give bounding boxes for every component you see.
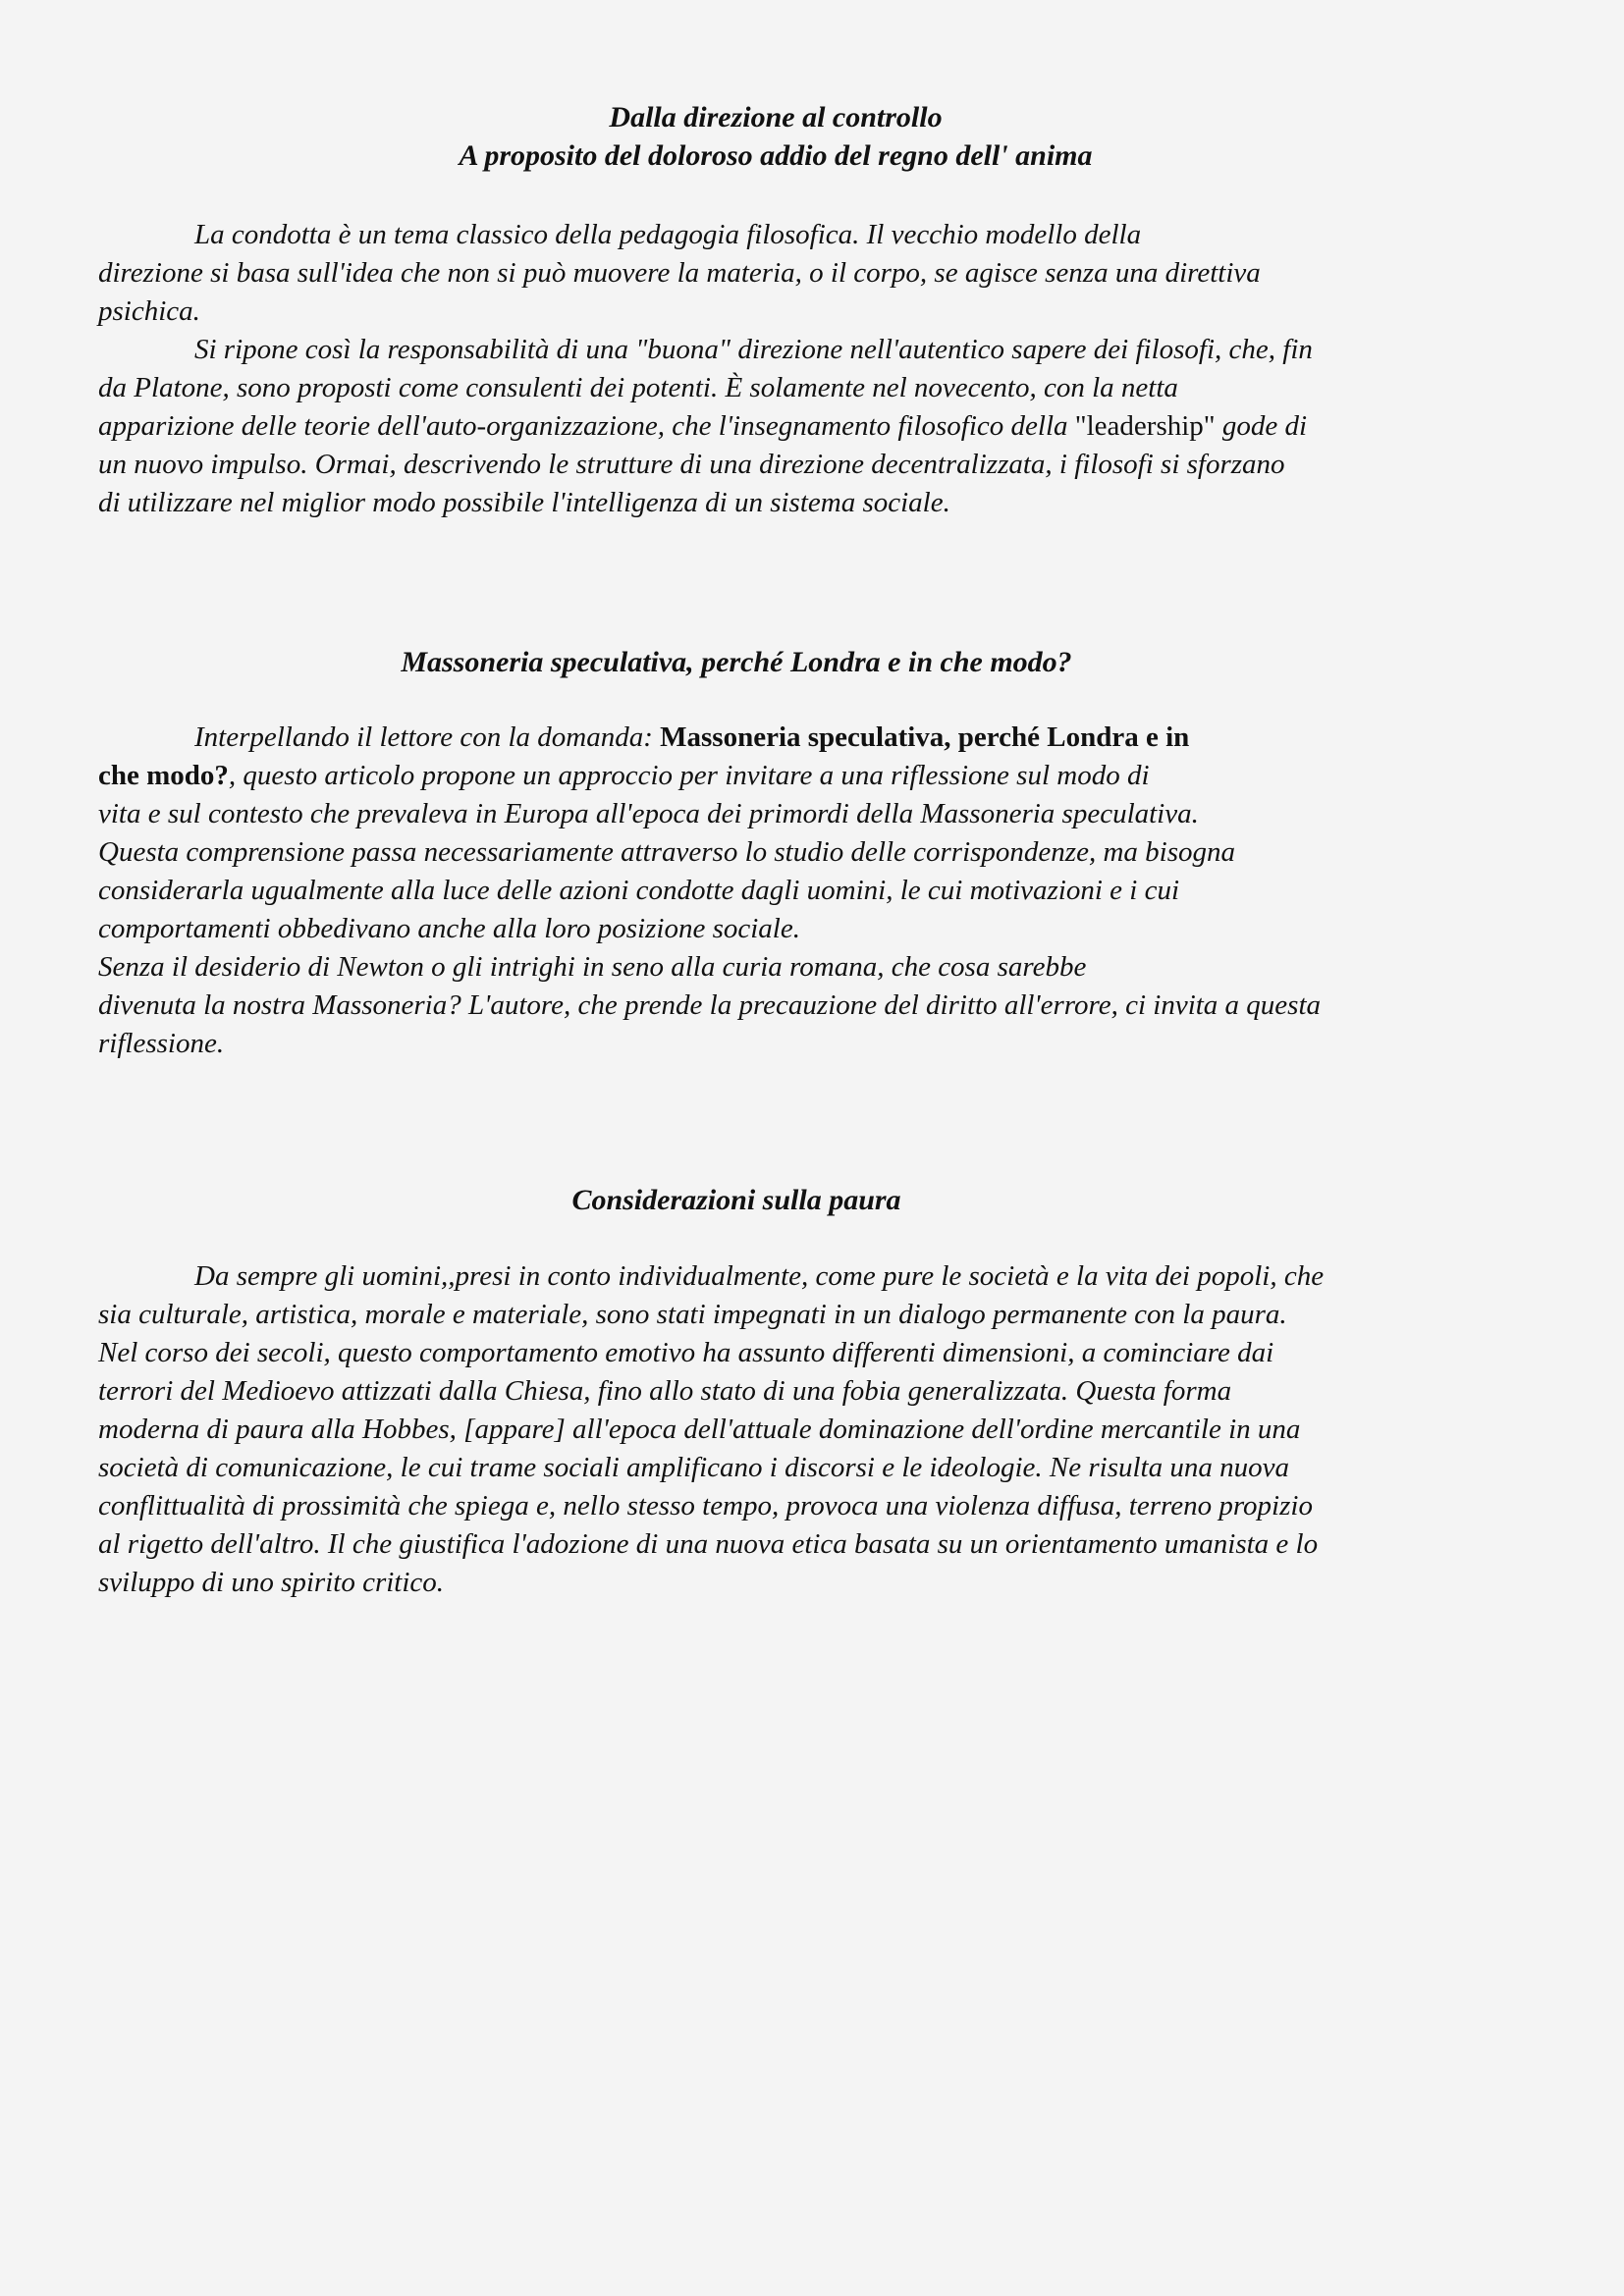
- section3-line-1: Da sempre gli uomini,,presi in conto individualmente, come pure le società e la vita dei popoli, che: [194, 1260, 1325, 1292]
- section2-line-7: Senza il desiderio di Newton o gli intrighi in seno alla curia romana, che cosa sarebbe: [98, 951, 1087, 983]
- section3-line-4: terrori del Medioevo attizzati dalla Chiesa, fino allo stato di una fobia generalizzata. Questa forma: [98, 1375, 1232, 1407]
- section3-line-6: società di comunicazione, le cui trame sociali amplificano i discorsi e le ideologie. Ne risulta una nuova: [98, 1452, 1289, 1483]
- section2-line-5: considerarla ugualmente alla luce delle azioni condotte dagli uomini, le cui motivazioni e i cui: [98, 875, 1180, 906]
- section3-line-3: Nel corso dei secoli, questo comportamento emotivo ha assunto differenti dimensioni, a cominciare dai: [98, 1337, 1274, 1368]
- leadership-term: "leadership": [1074, 410, 1216, 442]
- section1-line-3: psichica.: [98, 295, 200, 327]
- section1-line-8: di utilizzare nel miglior modo possibile l'intelligenza di un sistema sociale.: [98, 487, 950, 518]
- section3-line-7: conflittualità di prossimità che spiega e, nello stesso tempo, provoca una violenza diffusa, terreno propizio: [98, 1490, 1313, 1522]
- section1-line-6-tail: gode di: [1221, 410, 1308, 442]
- section2-line-9: riflessione.: [98, 1028, 225, 1059]
- section1-title: Dalla direzione al controllo: [609, 101, 943, 133]
- section1-line-7: un nuovo impulso. Ormai, descrivendo le strutture di una direzione decentralizzata, i filosofi si sforzano: [98, 449, 1285, 480]
- section2-line-3: vita e sul contesto che prevaleva in Europa all'epoca dei primordi della Massoneria speculativa.: [98, 798, 1199, 829]
- section3-line-2: sia culturale, artistica, morale e materiale, sono stati impegnati in un dialogo permanente con la paura.: [98, 1299, 1287, 1330]
- section1-line-6: [98, 407, 1307, 446]
- section2-line-8: divenuta la nostra Massoneria? L'autore, che prende la precauzione del diritto all'errore, ci invita a questa: [98, 989, 1322, 1021]
- section2-line-4: Questa comprensione passa necessariamente attraverso lo studio delle corrispondenze, ma bisogna: [98, 836, 1235, 868]
- section2-line-1: [194, 719, 1189, 757]
- section2-line-6: comportamenti obbedivano anche alla loro posizione sociale.: [98, 913, 800, 944]
- section1-subtitle: A proposito del doloroso addio del regno dell' anima: [459, 139, 1093, 172]
- section2-line-2-text: , questo articolo propone un approccio per invitare a una riflessione sul modo di: [228, 760, 1150, 791]
- section3-line-9: sviluppo di uno spirito critico.: [98, 1567, 445, 1598]
- section1-line-5: da Platone, sono proposti come consulenti dei potenti. È solamente nel novecento, con la netta: [98, 372, 1178, 403]
- section1-line-6-text: apparizione delle teorie dell'auto-organizzazione, che l'insegnamento filosofico della: [98, 410, 1068, 442]
- section3-title: Considerazioni sulla paura: [571, 1184, 901, 1216]
- section3-line-5: moderna di paura alla Hobbes, [appare] all'epoca dell'attuale dominazione dell'ordine mercantile in una: [98, 1414, 1301, 1445]
- section2-title: Massoneria speculativa, perché Londra e in che modo?: [401, 646, 1072, 678]
- article-title-reference: Massoneria speculativa, perché Londra e in: [660, 721, 1190, 753]
- section1-line-4: Si ripone così la responsabilità di una "buona" direzione nell'autentico sapere dei filosofi, che, fin: [194, 334, 1313, 365]
- section2-line-2: [98, 757, 1150, 795]
- section1-line-2: direzione si basa sull'idea che non si può muovere la materia, o il corpo, se agisce senza una direttiva: [98, 257, 1261, 289]
- article-title-reference-end: che modo?: [98, 760, 229, 791]
- section1-line-1: La condotta è un tema classico della pedagogia filosofica. Il vecchio modello della: [194, 219, 1142, 250]
- section3-line-8: al rigetto dell'altro. Il che giustifica l'adozione di una nuova etica basata su un orientamento umanista e lo: [98, 1528, 1319, 1560]
- section2-line-1-text: Interpellando il lettore con la domanda:: [194, 721, 653, 753]
